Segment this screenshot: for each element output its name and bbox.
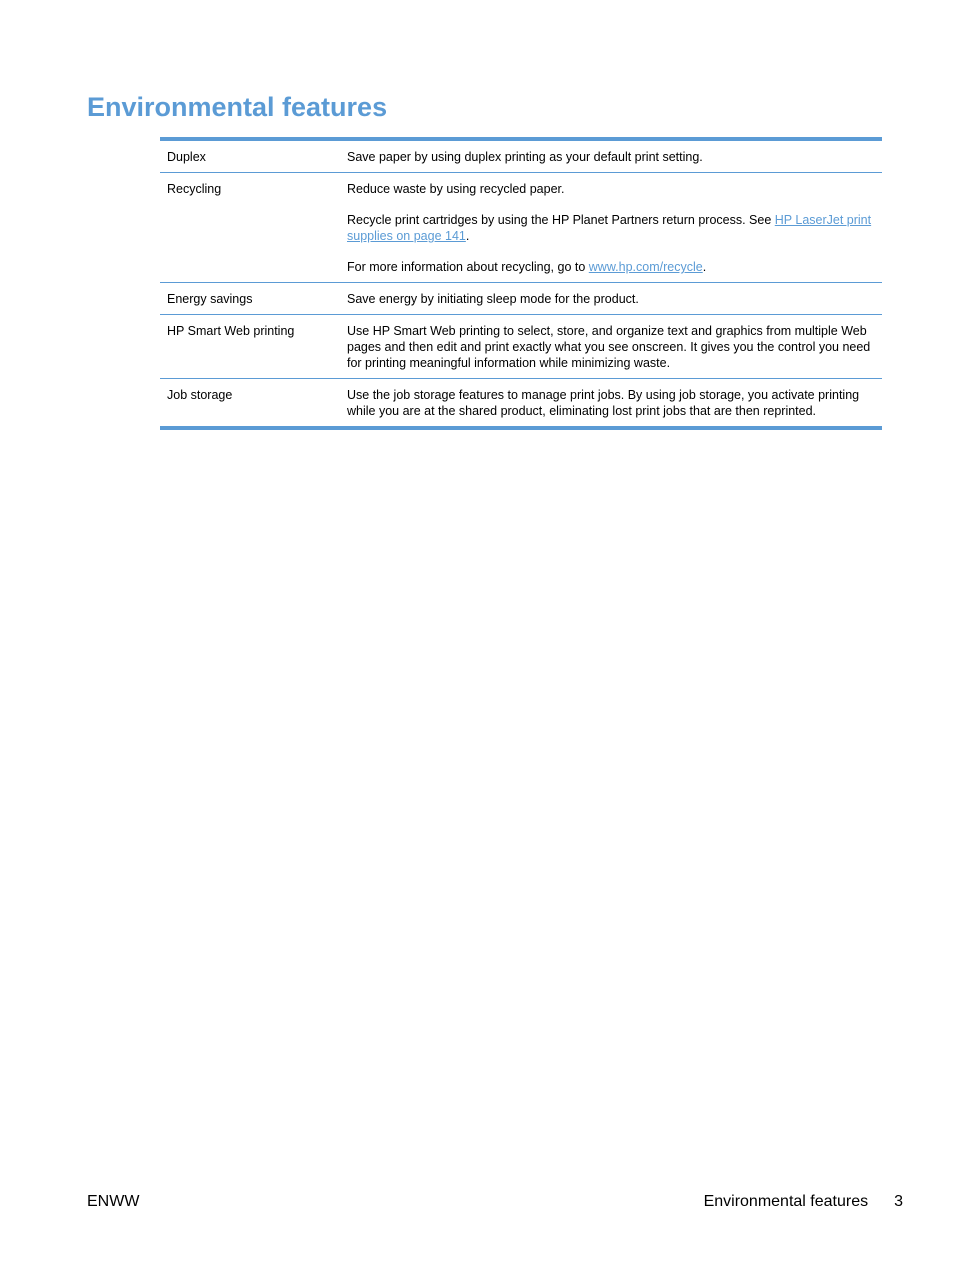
text-span: . (702, 260, 707, 274)
description-text: Reduce waste by using recycled paper. (347, 182, 565, 196)
table-row (160, 282, 882, 314)
description-text: Save paper by using duplex printing as your default print setting. (347, 150, 703, 164)
feature-name: Duplex (167, 150, 206, 164)
feature-name: HP Smart Web printing (167, 324, 295, 338)
table-row (160, 141, 882, 172)
feature-description (340, 283, 882, 314)
text-span: For more information about recycling, go to (347, 260, 589, 274)
feature-name: Job storage (167, 388, 233, 402)
text-span: . (465, 229, 470, 243)
footer-section-title: Environmental features (703, 1193, 869, 1210)
table-row (160, 172, 882, 282)
feature-name: Energy savings (167, 292, 253, 306)
description-text: Use HP Smart Web printing to select, store, and organize text and graphics from multiple Web pages and then edit and print exactly what you see onscreen. It gives you the control you need for printing meaningful information while minimizing waste. (347, 324, 871, 370)
footer-section (704, 1193, 903, 1211)
description-text (347, 259, 876, 275)
supplies-link[interactable]: HP LaserJet print supplies on page 141 (347, 213, 872, 243)
recycle-link[interactable]: www.hp.com/recycle (588, 260, 703, 274)
feature-description (340, 173, 882, 282)
table-row (160, 378, 882, 426)
description-text: Use the job storage features to manage print jobs. By using job storage, you activate printing while you are at the shared product, eliminating lost print jobs that are then reprinted. (347, 388, 860, 418)
feature-description (340, 141, 882, 172)
description-text (347, 212, 876, 244)
page-number: 3 (894, 1193, 903, 1210)
table-row (160, 314, 882, 378)
text-span: Recycle print cartridges by using the HP Planet Partners return process. See (347, 213, 775, 227)
page-title: Environmental features (87, 92, 388, 122)
description-text: Save energy by initiating sleep mode for the product. (347, 292, 639, 306)
footer-label: ENWW (87, 1193, 140, 1210)
feature-description (340, 379, 882, 426)
features-table (160, 137, 882, 430)
feature-description (340, 315, 882, 378)
feature-name: Recycling (167, 182, 222, 196)
